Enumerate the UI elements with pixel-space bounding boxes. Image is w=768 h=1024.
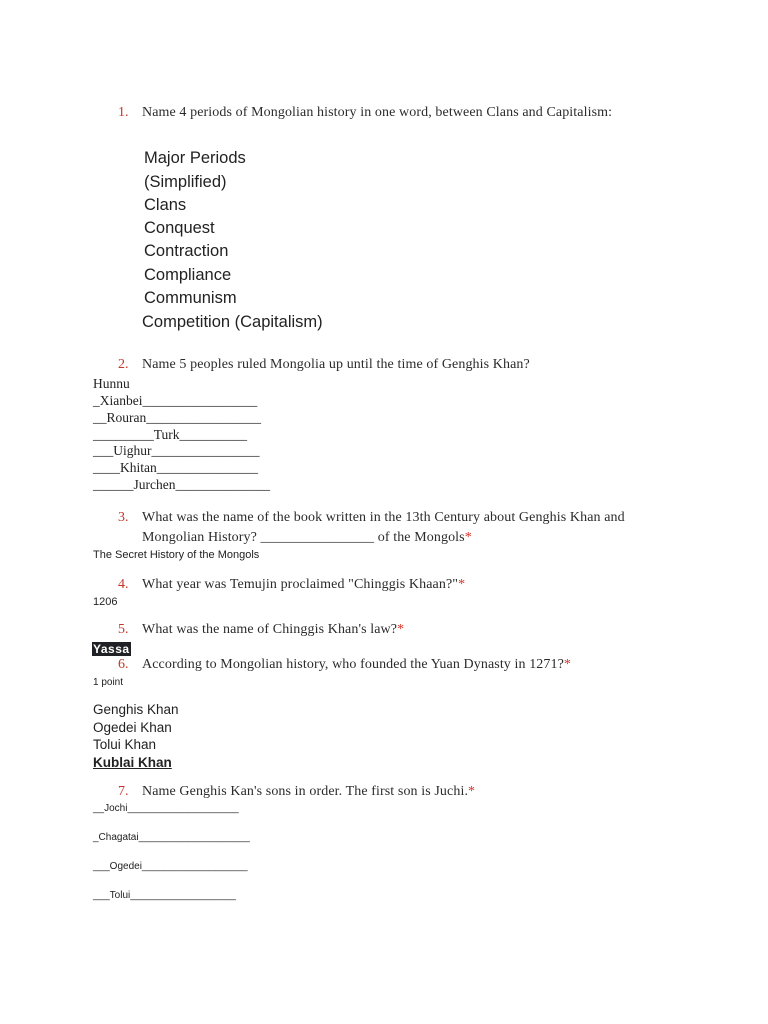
q6-option: Ogedei Khan <box>93 720 172 735</box>
q1-period-subheading: (Simplified) <box>144 173 227 191</box>
q2-answer: _Xianbei_________________ <box>93 393 258 408</box>
q2-number: 2. <box>118 357 129 372</box>
q5-answer-wrapper <box>92 640 131 658</box>
q6-question <box>142 657 571 673</box>
q7-question <box>142 784 475 800</box>
q6-number: 6. <box>118 657 129 672</box>
q2-answer: _________Turk__________ <box>93 427 248 442</box>
q7-number: 7. <box>118 784 129 799</box>
q2-answer: ___Uighur________________ <box>93 443 260 458</box>
q3-text: Mongolian History? ________________ of the Mongols <box>142 530 465 545</box>
q7-answer: __Jochi____________________ <box>93 803 239 814</box>
q1-period-heading: Major Periods <box>144 149 246 167</box>
q4-answer: 1206 <box>93 596 118 608</box>
q4-question <box>142 577 465 593</box>
q2-answer: __Rouran_________________ <box>93 410 261 425</box>
required-asterisk: * <box>458 577 466 592</box>
q1-period-item: Clans <box>144 196 187 214</box>
q1-period-item: Competition (Capitalism) <box>142 313 323 331</box>
q6-selected-option: Kublai Khan <box>93 755 172 770</box>
q2-answer: ______Jurchen______________ <box>93 477 270 492</box>
q1-period-item: Communism <box>144 289 237 307</box>
q3-answer: The Secret History of the Mongols <box>93 549 260 561</box>
q6-text: According to Mongolian history, who founded the Yuan Dynasty in 1271? <box>142 657 564 672</box>
q4-text: What year was Temujin proclaimed "Chinggis Khaan?" <box>142 577 459 592</box>
q4-number: 4. <box>118 577 129 592</box>
q7-answer: ___Ogedei___________________ <box>93 861 248 872</box>
q7-answer: ___Tolui___________________ <box>93 890 236 901</box>
q2-text: Name 5 peoples ruled Mongolia up until the time of Genghis Khan? <box>142 357 530 372</box>
required-asterisk: * <box>397 622 405 637</box>
q1-number: 1. <box>118 105 129 120</box>
required-asterisk: * <box>464 530 472 545</box>
q1-period-item: Conquest <box>144 219 215 237</box>
q3-number: 3. <box>118 510 129 525</box>
q3-text-line2 <box>142 530 472 546</box>
required-asterisk: * <box>563 657 572 672</box>
q3-text-line1: What was the name of the book written in the 13th Century about Genghis Khan and <box>142 510 625 525</box>
q7-text: Name Genghis Kan's sons in order. The first son is Juchi. <box>142 784 469 799</box>
q5-question <box>142 622 404 638</box>
q6-option: Tolui Khan <box>93 737 157 752</box>
q6-option: Genghis Khan <box>93 702 179 717</box>
q5-number: 5. <box>118 622 129 637</box>
q7-answer: _Chagatai____________________ <box>93 832 250 843</box>
q2-answer: Hunnu <box>93 376 130 391</box>
required-asterisk: * <box>468 784 476 799</box>
q1-period-item: Compliance <box>144 266 232 284</box>
q6-points: 1 point <box>93 677 124 688</box>
q5-answer-highlight: Yassa <box>93 642 130 656</box>
q2-answer: ____Khitan_______________ <box>93 460 258 475</box>
q5-text: What was the name of Chinggis Khan's law? <box>142 622 398 637</box>
q1-text: Name 4 periods of Mongolian history in one word, between Clans and Capitalism: <box>142 105 613 120</box>
q1-period-item: Contraction <box>144 242 229 260</box>
